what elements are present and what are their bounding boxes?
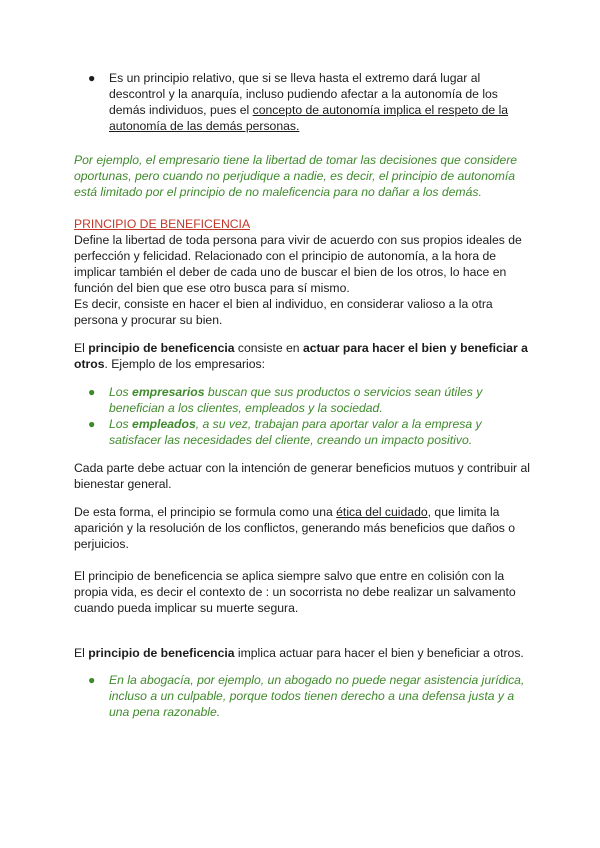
bullet-icon: ● — [88, 673, 96, 687]
underlined-phrase: concepto de autonomía implica el respeto de la autonomía de las demás personas. — [109, 103, 509, 133]
law-example-list — [74, 672, 534, 720]
list-item: ● Los empleados, a su vez, trabajan para aportar valor a la empresa y satisfacer las necesidades del cliente, creando un impacto positivo. — [88, 417, 482, 447]
example-paragraph: Por ejemplo, el empresario tiene la libertad de tomar las decisiones que considere oportunas, pero cuando no perjudique a nadie, es decir, el principio de autonomía está limitado por el principio de no maleficencia para no dañar a los demás. — [74, 153, 518, 199]
bullet-icon: ● — [88, 385, 96, 399]
ethics-paragraph: De esta forma, el principio se formula como una ética del cuidado, que limita la aparición y la resolución de los conflictos, generando más beneficios que daños o perjuicios. — [74, 505, 516, 551]
bullet-icon: ● — [88, 71, 96, 85]
summary-paragraph: Es decir, consiste en hacer el bien al individuo, en considerar valioso a la otra persona y procurar su bien. — [74, 297, 493, 327]
bullet-icon: ● — [88, 417, 96, 431]
autonomy-list — [74, 70, 534, 134]
section-heading: PRINCIPIO DE BENEFICENCIA — [74, 217, 251, 231]
list-item: ● Los empresarios buscan que sus productos o servicios sean útiles y benefician a los clientes, empleados y la sociedad. — [88, 385, 483, 415]
conclusion-paragraph: El principio de beneficencia implica actuar para hacer el bien y beneficiar a otros. — [74, 646, 524, 660]
mutual-benefit-paragraph: Cada parte debe actuar con la intención de generar beneficios mutuos y contribuir al bienestar general. — [74, 461, 530, 491]
exception-paragraph: El principio de beneficencia se aplica siempre salvo que entre en colisión con la propia vida, es decir el contexto de : un socorrista no debe realizar un salvamento cuando pueda implicar su muerte segura. — [74, 569, 516, 615]
definition-paragraph: Define la libertad de toda persona para vivir de acuerdo con sus propios ideales de perfección y felicidad. Relacionado con el principio de autonomía, a la hora de implicar también el deber de cada uno de buscar el bien de los otros, lo hace en función del bien que ese otro busca para sí mismo. — [74, 233, 522, 295]
examples-list — [74, 384, 534, 448]
beneficence-paragraph: El principio de beneficencia consiste en actuar para hacer el bien y beneficiar a otros. Ejemplo de los empresarios: — [74, 341, 528, 371]
list-item: ● Es un principio relativo, que si se lleva hasta el extremo dará lugar al descontrol y la anarquía, incluso pudiendo afectar a la autonomía de los demás individuos, pues el concepto de autonomía implica el respeto de la autonomía de las demás personas. — [88, 71, 509, 133]
list-item: ● En la abogacía, por ejemplo, un abogado no puede negar asistencia jurídica, incluso a un culpable, porque todos tienen derecho a una defensa justa y a una pena razonable. — [88, 673, 525, 719]
